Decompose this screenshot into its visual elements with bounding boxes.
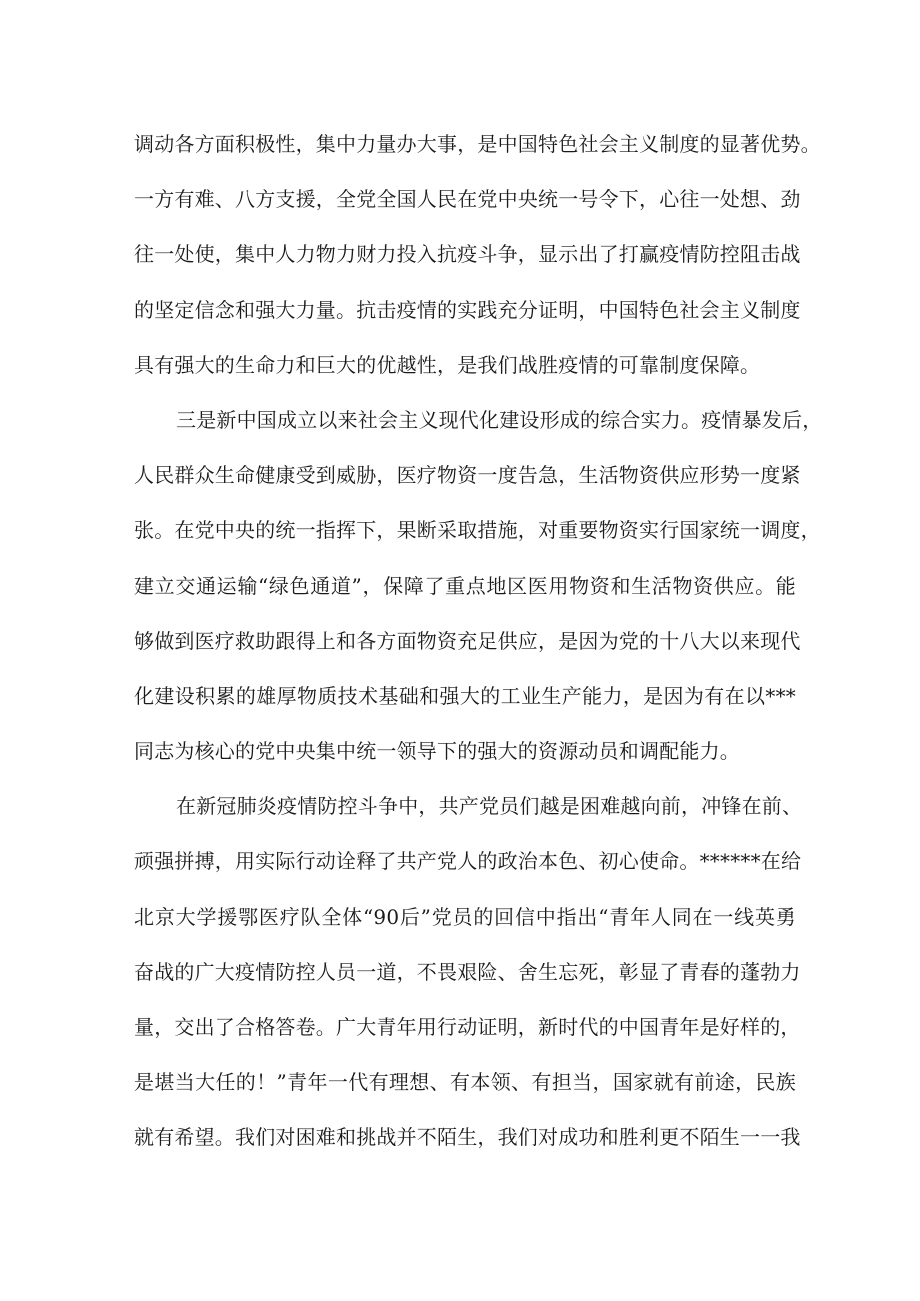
text-line: 一方有难、八方支援，全党全国人民在党中央统一号令下，心往一处想、劲 xyxy=(134,187,801,212)
text-line: 就有希望。我们对困难和挑战并不陌生，我们对成功和胜利更不陌生一一我 xyxy=(134,1125,801,1150)
text-line: 具有强大的生命力和巨大的优越性，是我们战胜疫情的可靠制度保障。 xyxy=(134,352,761,377)
text-line: 顽强拼搏，用实际行动诠释了共产党人的政治本色、初心使命。******在给 xyxy=(134,849,802,874)
text-line: 是堪当大任的！”青年一代有理想、有本领、有担当，国家就有前途，民族 xyxy=(134,1070,796,1095)
paragraph-start-line: 三是新中国成立以来社会主义现代化建设形成的综合实力。疫情暴发后， xyxy=(176,407,823,432)
text-line: 调动各方面积极性，集中力量办大事，是中国特色社会主义制度的显著优势。 xyxy=(134,132,821,156)
text-line: 够做到医疗救助跟得上和各方面物资充足供应，是因为党的十八大以来现代 xyxy=(134,628,801,653)
text-line: 化建设积累的雄厚物质技术基础和强大的工业生产能力，是因为有在以*** xyxy=(134,683,796,708)
text-line: 奋战的广大疫情防控人员一道，不畏艰险、舍生忘死，彰显了青春的蓬勃力 xyxy=(134,959,801,984)
text-line: 张。在党中央的统一指挥下，果断采取措施，对重要物资实行国家统一调度， xyxy=(134,518,821,543)
text-line: 建立交通运输“绿色通道”，保障了重点地区医用物资和生活物资供应。能 xyxy=(134,573,796,598)
text-line: 同志为核心的党中央集中统一领导下的强大的资源动员和调配能力。 xyxy=(134,739,740,764)
document-page xyxy=(134,124,823,1173)
text-line: 北京大学援鄂医疗队全体“90后”党员的回信中指出“青年人同在一线英勇 xyxy=(134,904,796,929)
paragraph-start-line: 在新冠肺炎疫情防控斗争中，共产党员们越是困难越向前，冲锋在前、 xyxy=(176,794,803,819)
text-line: 的坚定信念和强大力量。抗击疫情的实践充分证明，中国特色社会主义制度 xyxy=(134,297,801,322)
text-line: 往一处使，集中人力物力财力投入抗疫斗争，显示出了打赢疫情防控阻击战 xyxy=(134,242,801,267)
text-line: 人民群众生命健康受到威胁，医疗物资一度告急，生活物资供应形势一度紧 xyxy=(134,463,801,488)
text-line: 量，交出了合格答卷。广大青年用行动证明，新时代的中国青年是好样的， xyxy=(134,1015,801,1039)
